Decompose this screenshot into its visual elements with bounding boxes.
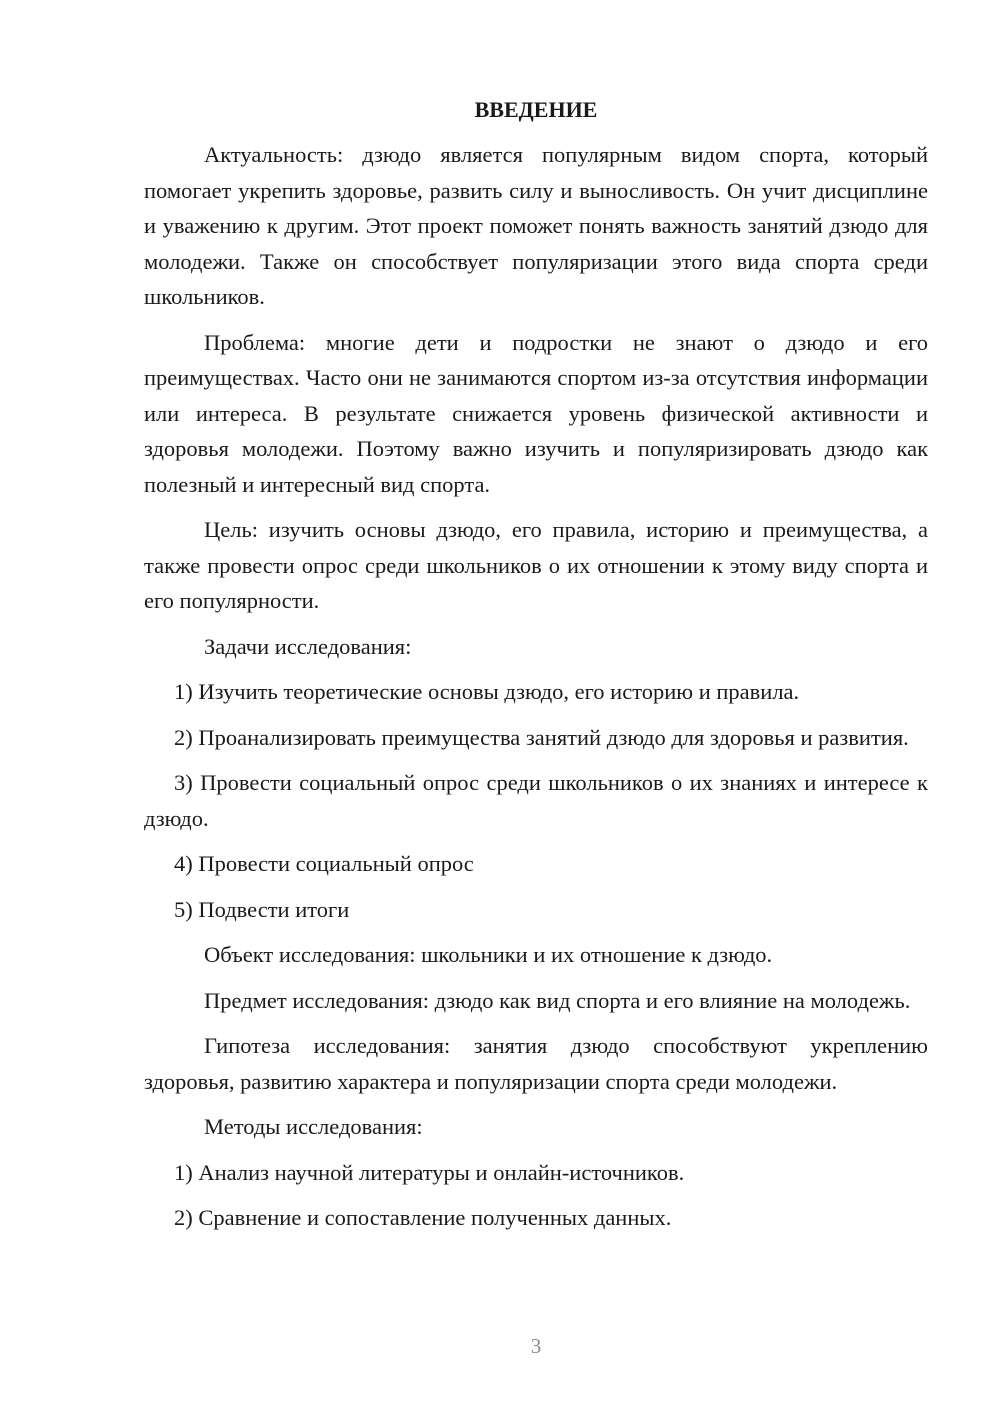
paragraph-problem: Проблема: многие дети и подростки не знают о дзюдо и его преимуществах. Часто они не занимаются спортом из-за отсутствия информации или интереса. В результате снижается уровень физической активности и здоровья молодежи. Поэтому важно изучить и популяризировать дзюдо как полезный и интересный вид спорта. (144, 329, 928, 497)
task-item-3: 3) Провести социальный опрос среди школьников о их знаниях и интересе к дзюдо. (144, 770, 928, 831)
paragraph-subject: Предмет исследования: дзюдо как вид спорта и его влияние на молодежь. (204, 987, 911, 1013)
task-item-2: 2) Проанализировать преимущества занятий дзюдо для здоровья и развития. (174, 724, 909, 750)
task-item-1: 1) Изучить теоретические основы дзюдо, его историю и правила. (174, 679, 800, 704)
section-title: ВВЕДЕНИЕ (474, 97, 598, 122)
page-number: 3 (530, 1334, 542, 1358)
paragraph-tasks-heading: Задачи исследования: (204, 633, 412, 659)
method-item-2: 2) Сравнение и сопоставление полученных данных. (174, 1205, 672, 1230)
paragraph-object: Объект исследования: школьники и их отношение к дзюдо. (204, 942, 773, 967)
paragraph-goal: Цель: изучить основы дзюдо, его правила, историю и преимущества, а также провести опрос среди школьников о их отношении к этому виду спорта и его популярности. (144, 517, 928, 613)
paragraph-relevance: Актуальность: дзюдо является популярным видом спорта, который помогает укрепить здоровье, развить силу и выносливость. Он учит дисциплине и уважению к другим. Этот проект поможет понять важность занятий дзюдо для молодежи. Также он способствует популяризации этого вида спорта среди школьников. (144, 142, 928, 309)
task-item-5: 5) Подвести итоги (174, 896, 350, 922)
task-item-4: 4) Провести социальный опрос (174, 851, 474, 876)
paragraph-methods-heading: Методы исследования: (204, 1114, 423, 1139)
method-item-1: 1) Анализ научной литературы и онлайн-источников. (174, 1159, 685, 1185)
page-content (144, 92, 928, 1246)
paragraph-hypothesis: Гипотеза исследования: занятия дзюдо способствуют укреплению здоровья, развитию характера и популяризации спорта среди молодежи. (144, 1033, 928, 1094)
